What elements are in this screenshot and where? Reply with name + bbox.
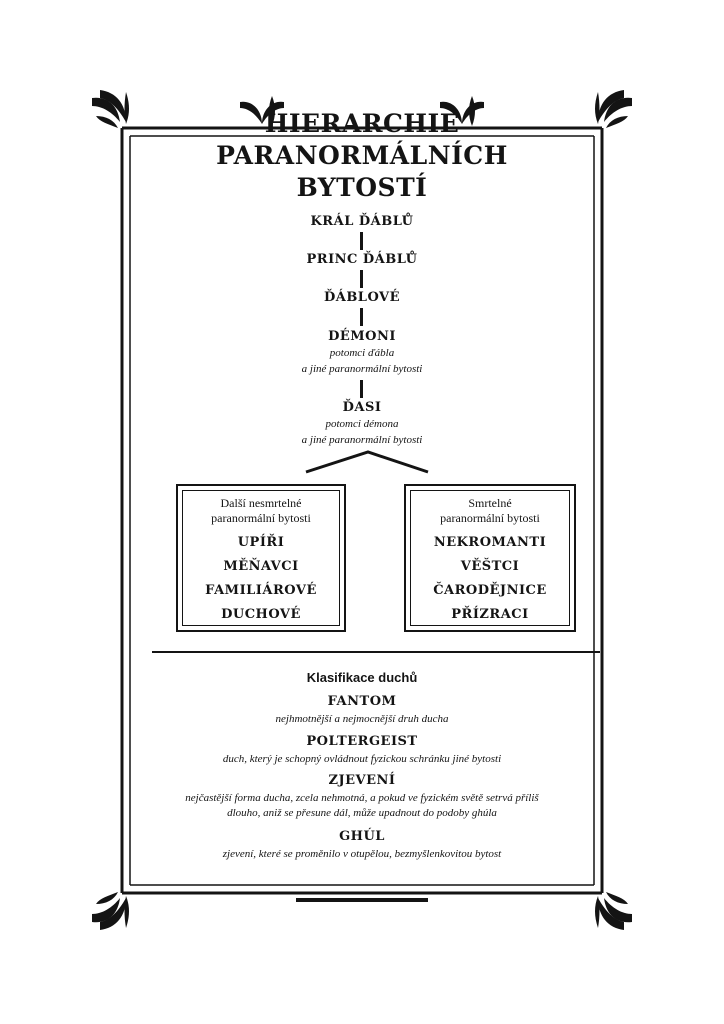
rank-kral-dablu: KRÁL ĎÁBLŮ — [310, 214, 414, 229]
corner-ornament-bottom-right-icon — [595, 892, 632, 930]
branch-connector — [306, 452, 428, 472]
ghost-poltergeist-desc: duch, který je schopný ovládnout fyzickou schránku jiné bytosti — [222, 753, 502, 765]
rank-princ-dablu: PRINC ĎÁBLŮ — [306, 252, 418, 267]
bottom-bar — [296, 898, 428, 902]
rank-dasi-desc-1: potomci démona — [325, 418, 399, 430]
box-mortal — [404, 484, 576, 632]
rank-dablove: ĎÁBLOVÉ — [323, 290, 401, 305]
rank-demoni: DÉMONI — [328, 329, 396, 344]
page-title — [0, 108, 724, 204]
ghost-zjeveni-name: ZJEVENÍ — [328, 773, 396, 788]
box-mortal-inner-border — [410, 490, 570, 626]
rank-dasi: ĎASI — [342, 400, 382, 415]
box-mortal-item-1: NEKROMANTI — [433, 535, 547, 550]
box-immortal-item-1: UPÍŘI — [237, 535, 285, 550]
box-immortal-item-4: DUCHOVÉ — [221, 607, 301, 622]
ghost-fantom-name: FANTOM — [327, 694, 397, 709]
ghost-ghul-name: GHÚL — [339, 829, 385, 844]
connector-1 — [360, 232, 363, 250]
ghost-zjeveni-desc-2: dlouho, aniž se přesune dál, může upadnout do podoby ghúla — [227, 807, 497, 819]
box-immortal-item-2: MĚŇAVCI — [223, 559, 299, 574]
ghost-section-title: Klasifikace duchů — [306, 670, 418, 685]
ghost-fantom-desc: nejhmotnější a nejmocnější druh ducha — [275, 713, 449, 725]
box-mortal-heading-line-1: Smrtelné — [468, 496, 512, 510]
title-line-2: PARANORMÁLNÍCH — [216, 141, 508, 170]
corner-ornament-bottom-left-icon — [92, 892, 129, 930]
rank-demoni-desc-1: potomci ďábla — [329, 347, 395, 359]
connector-4 — [360, 380, 363, 398]
connector-3 — [360, 308, 363, 326]
title-line-3: BYTOSTÍ — [296, 173, 428, 202]
ghost-poltergeist-name: POLTERGEIST — [306, 734, 418, 749]
box-immortal-item-3: FAMILIÁROVÉ — [205, 583, 317, 598]
box-immortal-inner-border — [182, 490, 340, 626]
rank-dasi-desc-2: a jiné paranormální bytosti — [301, 434, 423, 446]
box-mortal-item-2: VĚŠTCI — [460, 559, 520, 574]
ghost-ghul-desc: zjevení, které se proměnilo v otupělou, bezmyšlenkovitou bytost — [222, 848, 502, 860]
box-mortal-heading-line-2: paranormální bytosti — [440, 511, 540, 525]
box-immortal — [176, 484, 346, 632]
box-mortal-item-3: ČARODĚJNICE — [433, 583, 547, 598]
box-immortal-heading-line-1: Další nesmrtelné — [220, 496, 302, 510]
rank-demoni-desc-2: a jiné paranormální bytosti — [301, 363, 423, 375]
title-line-1: HIERARCHIE — [264, 109, 460, 138]
ghost-zjeveni-desc-1: nejčastější forma ducha, zcela nehmotná, a pokud ve fyzickém světě setrvá příliš — [185, 792, 539, 804]
box-immortal-heading-line-2: paranormální bytosti — [211, 511, 311, 525]
connector-2 — [360, 270, 363, 288]
box-mortal-item-4: PŘÍZRACI — [451, 607, 529, 622]
